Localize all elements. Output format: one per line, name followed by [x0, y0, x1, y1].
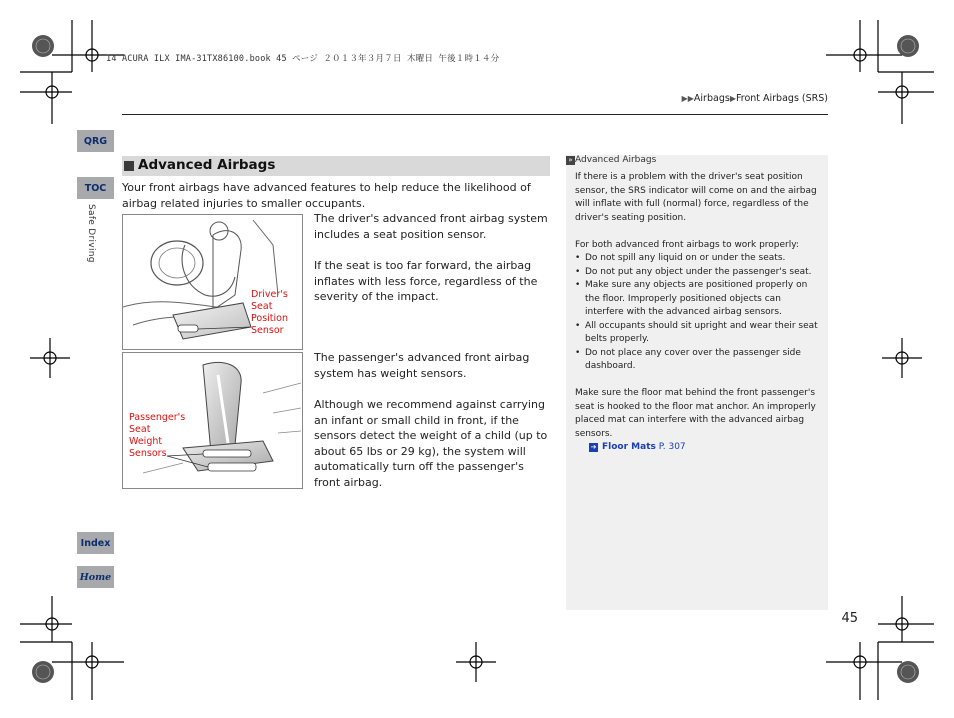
driver-sensor-label-line: Driver's	[251, 289, 288, 300]
qrg-button[interactable]: QRG	[77, 130, 114, 152]
list-item: • All occupants should sit upright and wear their seat belts properly.	[575, 320, 819, 347]
breadcrumb-arrow-icon: ▶▶	[681, 94, 694, 103]
driver-sensor-label-line: Position	[251, 313, 288, 324]
breadcrumb-arrow-icon: ▶	[729, 94, 736, 103]
side-note-paragraph-2: For both advanced front airbags to work properly:	[575, 240, 799, 250]
floor-mats-link-page[interactable]: P. 307	[658, 442, 686, 452]
side-note-heading-text: Advanced Airbags	[575, 155, 657, 165]
passenger-sensor-label	[129, 412, 185, 460]
index-button[interactable]: Index	[77, 532, 114, 554]
driver-sensor-label-line: Seat	[251, 301, 273, 312]
list-item: • Make sure any objects are positioned properly on the floor. Improperly positioned objects can interfere with the advanced airbag sensors.	[575, 279, 819, 320]
driver-sensor-label-line: Sensor	[251, 325, 284, 336]
side-note-bullets	[575, 252, 819, 374]
list-item: • Do not place any cover over the passenger side dashboard.	[575, 347, 819, 374]
intro-paragraph: Your front airbags have advanced features to help reduce the likelihood of airbag related injuries to smaller occupants.	[122, 181, 531, 210]
list-item: • Do not spill any liquid on or under the seats.	[575, 252, 819, 266]
passenger-paragraph-2: Although we recommend against carrying an infant or small child in front, if the sensors detect the weight of a child (up to about 65 lbs or 29 kg), the system will automatically turn off the passenger's front airbag.	[314, 398, 548, 489]
passenger-paragraph-1: The passenger's advanced front airbag system has weight sensors.	[314, 351, 530, 380]
header-rule	[122, 114, 828, 115]
section-heading-bar	[122, 156, 550, 176]
side-note-paragraph-1: If there is a problem with the driver's seat position sensor, the SRS indicator will come on and the airbag will inflate with full (normal) force, regardless of the driver's seating position.	[575, 172, 817, 223]
passenger-sensor-label-line: Seat	[129, 424, 151, 435]
driver-seat-figure	[122, 214, 303, 350]
driver-paragraph-2: If the seat is too far forward, the airbag inflates with less force, regardless of the severity of the impact.	[314, 259, 538, 303]
section-tab-label: Safe Driving	[86, 204, 96, 263]
note-arrow-icon: »	[566, 156, 575, 165]
page-number: 45	[841, 611, 858, 626]
passenger-sensor-label-line: Weight	[129, 436, 163, 447]
breadcrumb-item-front-airbags[interactable]: Front Airbags (SRS)	[735, 93, 828, 104]
floor-mats-link[interactable]	[589, 441, 686, 455]
passenger-sensor-label-line: Sensors	[129, 448, 167, 459]
toc-button[interactable]: TOC	[77, 177, 114, 199]
driver-sensor-label	[251, 289, 288, 337]
side-note-paragraph-3: Make sure the floor mat behind the front passenger's seat is hooked to the floor mat anchor. An improperly placed mat can interfere with the advanced airbag sensors.	[575, 388, 816, 439]
side-note-panel	[566, 155, 828, 610]
list-item: • Do not put any object under the passenger's seat.	[575, 266, 819, 280]
breadcrumb	[682, 93, 828, 104]
passenger-sensor-label-line: Passenger's	[129, 412, 186, 423]
breadcrumb-item-airbags[interactable]: Airbags	[693, 93, 730, 104]
print-metadata: 14 ACURA ILX IMA-31TX86100.book 45 ページ ２０１３年３月７日 木曜日 午後１時１４分	[106, 54, 500, 64]
driver-paragraph-1: The driver's advanced front airbag system includes a seat position sensor.	[314, 212, 548, 241]
side-note-heading	[566, 155, 656, 165]
passenger-seat-figure	[122, 352, 303, 489]
floor-mats-link-text[interactable]: Floor Mats	[602, 442, 656, 452]
section-square-icon	[124, 161, 134, 171]
home-button[interactable]: Home	[77, 566, 114, 588]
section-heading: Advanced Airbags	[138, 157, 276, 173]
link-arrow-icon: ➔	[590, 443, 597, 451]
